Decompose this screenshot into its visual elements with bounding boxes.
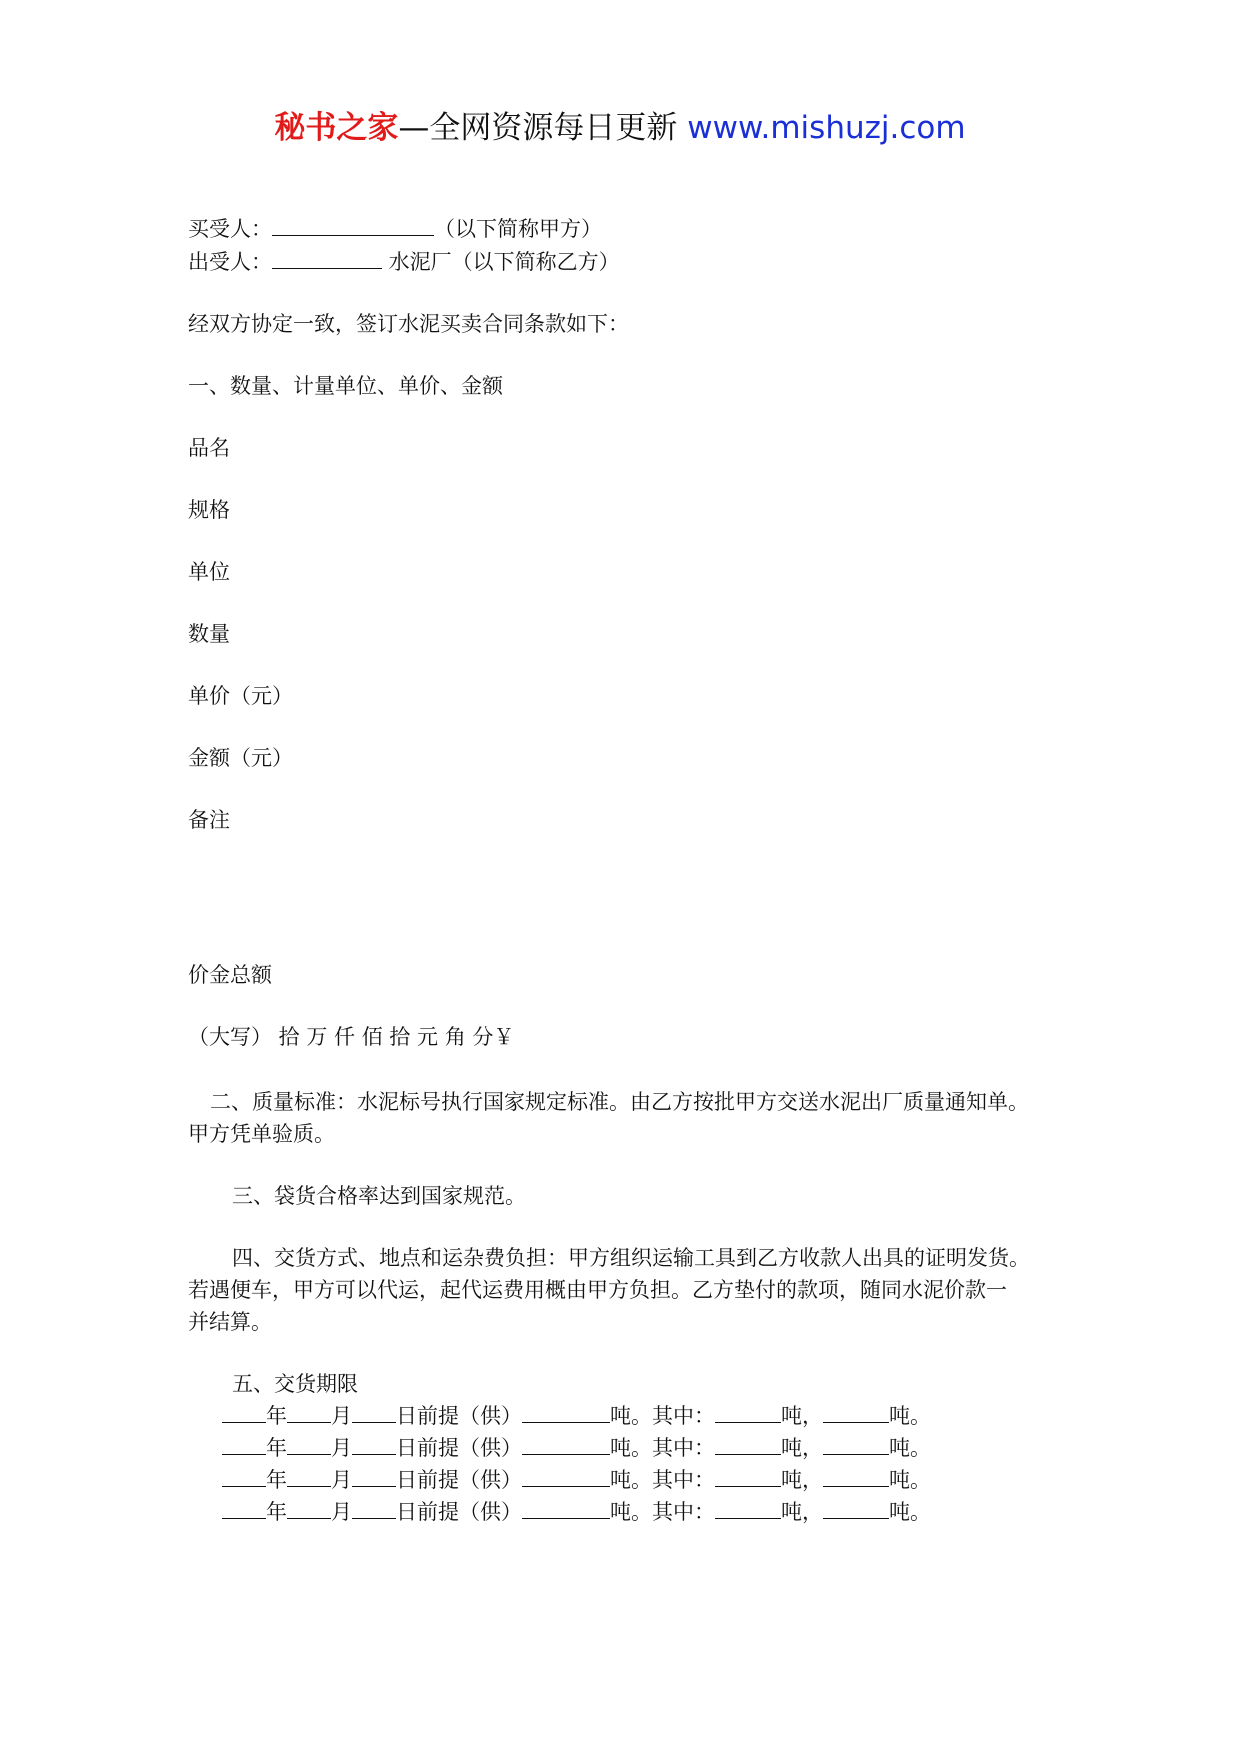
year-blank (222, 1400, 266, 1423)
part1-label: 吨， (781, 1404, 823, 1428)
day-blank (352, 1464, 396, 1487)
site-header (0, 102, 1240, 147)
section4-line3: 并结算。 (188, 1310, 272, 1334)
field-unit-price: 单价（元） (188, 684, 293, 708)
part2-blank (823, 1400, 889, 1423)
day-label: 日前提（供） (396, 1468, 522, 1492)
month-blank (287, 1432, 331, 1455)
day-label: 日前提（供） (396, 1404, 522, 1428)
brand-name: 秘书之家 (274, 110, 399, 146)
field-remarks: 备注 (188, 808, 230, 832)
year-blank (222, 1464, 266, 1487)
site-url-link[interactable]: www.mishuzj.com (687, 110, 966, 146)
header-slogan: —全网资源每日更新 (398, 110, 678, 146)
part2-label: 吨。 (889, 1500, 931, 1524)
delivery-row (222, 1464, 931, 1496)
day-blank (352, 1432, 396, 1455)
year-label: 年 (266, 1468, 287, 1492)
buyer-name-blank (272, 213, 434, 236)
tons-blank (522, 1496, 610, 1519)
buyer-label: 买受人： (188, 217, 272, 241)
month-label: 月 (331, 1500, 352, 1524)
year-blank (222, 1496, 266, 1519)
tons-label: 吨。其中： (610, 1500, 715, 1524)
month-blank (287, 1464, 331, 1487)
seller-name-blank (272, 246, 382, 269)
part1-label: 吨， (781, 1436, 823, 1460)
seller-label: 出受人： (188, 250, 272, 274)
part2-label: 吨。 (889, 1468, 931, 1492)
field-unit: 单位 (188, 560, 230, 584)
tons-blank (522, 1464, 610, 1487)
section2-line1: 二、质量标准：水泥标号执行国家规定标准。由乙方按批甲方交送水泥出厂质量通知单。 (210, 1090, 1029, 1114)
part1-label: 吨， (781, 1500, 823, 1524)
seller-suffix: 水泥厂（以下简称乙方） (382, 250, 620, 274)
field-amount: 金额（元） (188, 746, 293, 770)
tons-label: 吨。其中： (610, 1404, 715, 1428)
part1-blank (715, 1464, 781, 1487)
capital-amount-line: （大写） 拾 万 仟 佰 拾 元 角 分￥ (188, 1025, 515, 1049)
section2-line2: 甲方凭单验质。 (188, 1122, 335, 1146)
tons-label: 吨。其中： (610, 1468, 715, 1492)
delivery-row (222, 1496, 931, 1528)
part1-blank (715, 1400, 781, 1423)
section4-line2: 若遇便车，甲方可以代运，起代运费用概由甲方负担。乙方垫付的款项，随同水泥价款一 (188, 1278, 1007, 1302)
month-label: 月 (331, 1436, 352, 1460)
section3-text: 三、袋货合格率达到国家规范。 (232, 1184, 526, 1208)
year-label: 年 (266, 1500, 287, 1524)
day-blank (352, 1400, 396, 1423)
field-quantity: 数量 (188, 622, 230, 646)
intro-text: 经双方协定一致，签订水泥买卖合同条款如下： (188, 312, 629, 336)
total-label: 价金总额 (188, 963, 272, 987)
day-blank (352, 1496, 396, 1519)
year-blank (222, 1432, 266, 1455)
month-label: 月 (331, 1468, 352, 1492)
day-label: 日前提（供） (396, 1500, 522, 1524)
tons-blank (522, 1400, 610, 1423)
delivery-row (222, 1432, 931, 1464)
part2-blank (823, 1432, 889, 1455)
tons-label: 吨。其中： (610, 1436, 715, 1460)
day-label: 日前提（供） (396, 1436, 522, 1460)
month-label: 月 (331, 1404, 352, 1428)
part2-blank (823, 1496, 889, 1519)
field-product-name: 品名 (188, 436, 230, 460)
month-blank (287, 1496, 331, 1519)
part2-label: 吨。 (889, 1436, 931, 1460)
month-blank (287, 1400, 331, 1423)
section4-line1: 四、交货方式、地点和运杂费负担：甲方组织运输工具到乙方收款人出具的证明发货。 (232, 1246, 1030, 1270)
section5-title: 五、交货期限 (232, 1372, 358, 1396)
part1-label: 吨， (781, 1468, 823, 1492)
part2-label: 吨。 (889, 1404, 931, 1428)
part1-blank (715, 1432, 781, 1455)
part1-blank (715, 1496, 781, 1519)
field-specification: 规格 (188, 498, 230, 522)
delivery-row (222, 1400, 931, 1432)
section1-title: 一、数量、计量单位、单价、金额 (188, 374, 503, 398)
year-label: 年 (266, 1404, 287, 1428)
buyer-line (188, 213, 602, 245)
year-label: 年 (266, 1436, 287, 1460)
buyer-suffix: （以下简称甲方） (434, 217, 602, 241)
seller-line (188, 246, 620, 278)
part2-blank (823, 1464, 889, 1487)
tons-blank (522, 1432, 610, 1455)
